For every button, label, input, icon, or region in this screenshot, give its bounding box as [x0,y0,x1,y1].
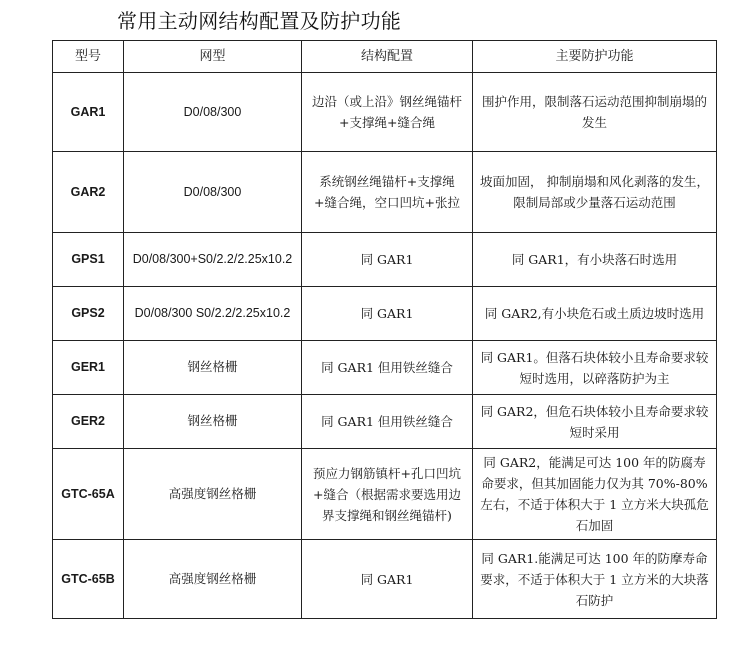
document-title: 常用主动网结构配置及防护功能 [117,9,402,33]
cell-mesh: 高强度钢丝格栅 [124,449,302,540]
cell-structure: 同 GAR1 [302,233,473,287]
cell-structure: 边沿（或上沿》钢丝绳锚杆+支撑绳+缝合绳 [302,73,473,152]
cell-model: GER1 [53,341,124,395]
cell-model: GPS1 [53,233,124,287]
cell-function: 坡面加固， 抑制崩塌和风化剥落的发生，限制局部或少量落石运动范围 [473,152,717,233]
cell-mesh: D0/08/300 S0/2.2/2.25x10.2 [124,287,302,341]
cell-function: 同 GAR1.能满足可达 100 年的防摩寿命要求，不适于体积大于 1 立方米的大块落石防护 [473,540,717,619]
table-row [53,341,717,395]
cell-model: GER2 [53,395,124,449]
table-row [53,73,717,152]
cell-function: 同 GAR2,有小块危石或土质边坡时选用 [473,287,717,341]
cell-function: 围护作用，限制落石运动范围抑制崩塌的发生 [473,73,717,152]
cell-structure: 同 GAR1 [302,540,473,619]
table-row [53,395,717,449]
cell-mesh: D0/08/300+S0/2.2/2.25x10.2 [124,233,302,287]
cell-structure: 系统钢丝绳锚杆+支撑绳+缝合绳，空口凹坑+张拉 [302,152,473,233]
header-structure: 结构配置 [302,41,473,73]
cell-function: 同 GAR2，能满足可达 100 年的防腐寿命要求，但其加固能力仅为其 70%-80%左右，不适于体积大于 1 立方米大块孤危石加固 [473,449,717,540]
cell-function: 同 GAR2，但危石块体较小且寿命要求较短时采用 [473,395,717,449]
table-row [53,152,717,233]
cell-model: GTC-65B [53,540,124,619]
cell-function: 同 GAR1，有小块落石时选用 [473,233,717,287]
cell-mesh: 高强度钢丝格栅 [124,540,302,619]
header-model: 型号 [53,41,124,73]
cell-mesh: D0/08/300 [124,73,302,152]
cell-mesh: 钢丝格栅 [124,341,302,395]
cell-model: GTC-65A [53,449,124,540]
table-header-row [53,41,717,73]
cell-model: GPS2 [53,287,124,341]
cell-model: GAR2 [53,152,124,233]
table-row [53,540,717,619]
cell-structure: 预应力钢筋镇杆+孔口凹坑+缝合（根据需求要选用边界支撑绳和钢丝绳锚杆) [302,449,473,540]
cell-structure: 同 GAR1 [302,287,473,341]
cell-mesh: 钢丝格栅 [124,395,302,449]
header-mesh-type: 网型 [124,41,302,73]
header-function: 主要防护功能 [473,41,717,73]
cell-function: 同 GAR1。但落石块体较小且寿命要求较短时选用，以碎落防护为主 [473,341,717,395]
cell-model: GAR1 [53,73,124,152]
net-config-table [52,40,717,619]
cell-structure: 同 GAR1 但用铁丝缝合 [302,341,473,395]
table-row [53,449,717,540]
table-row [53,287,717,341]
cell-mesh: D0/08/300 [124,152,302,233]
table-row [53,233,717,287]
cell-structure: 同 GAR1 但用铁丝缝合 [302,395,473,449]
